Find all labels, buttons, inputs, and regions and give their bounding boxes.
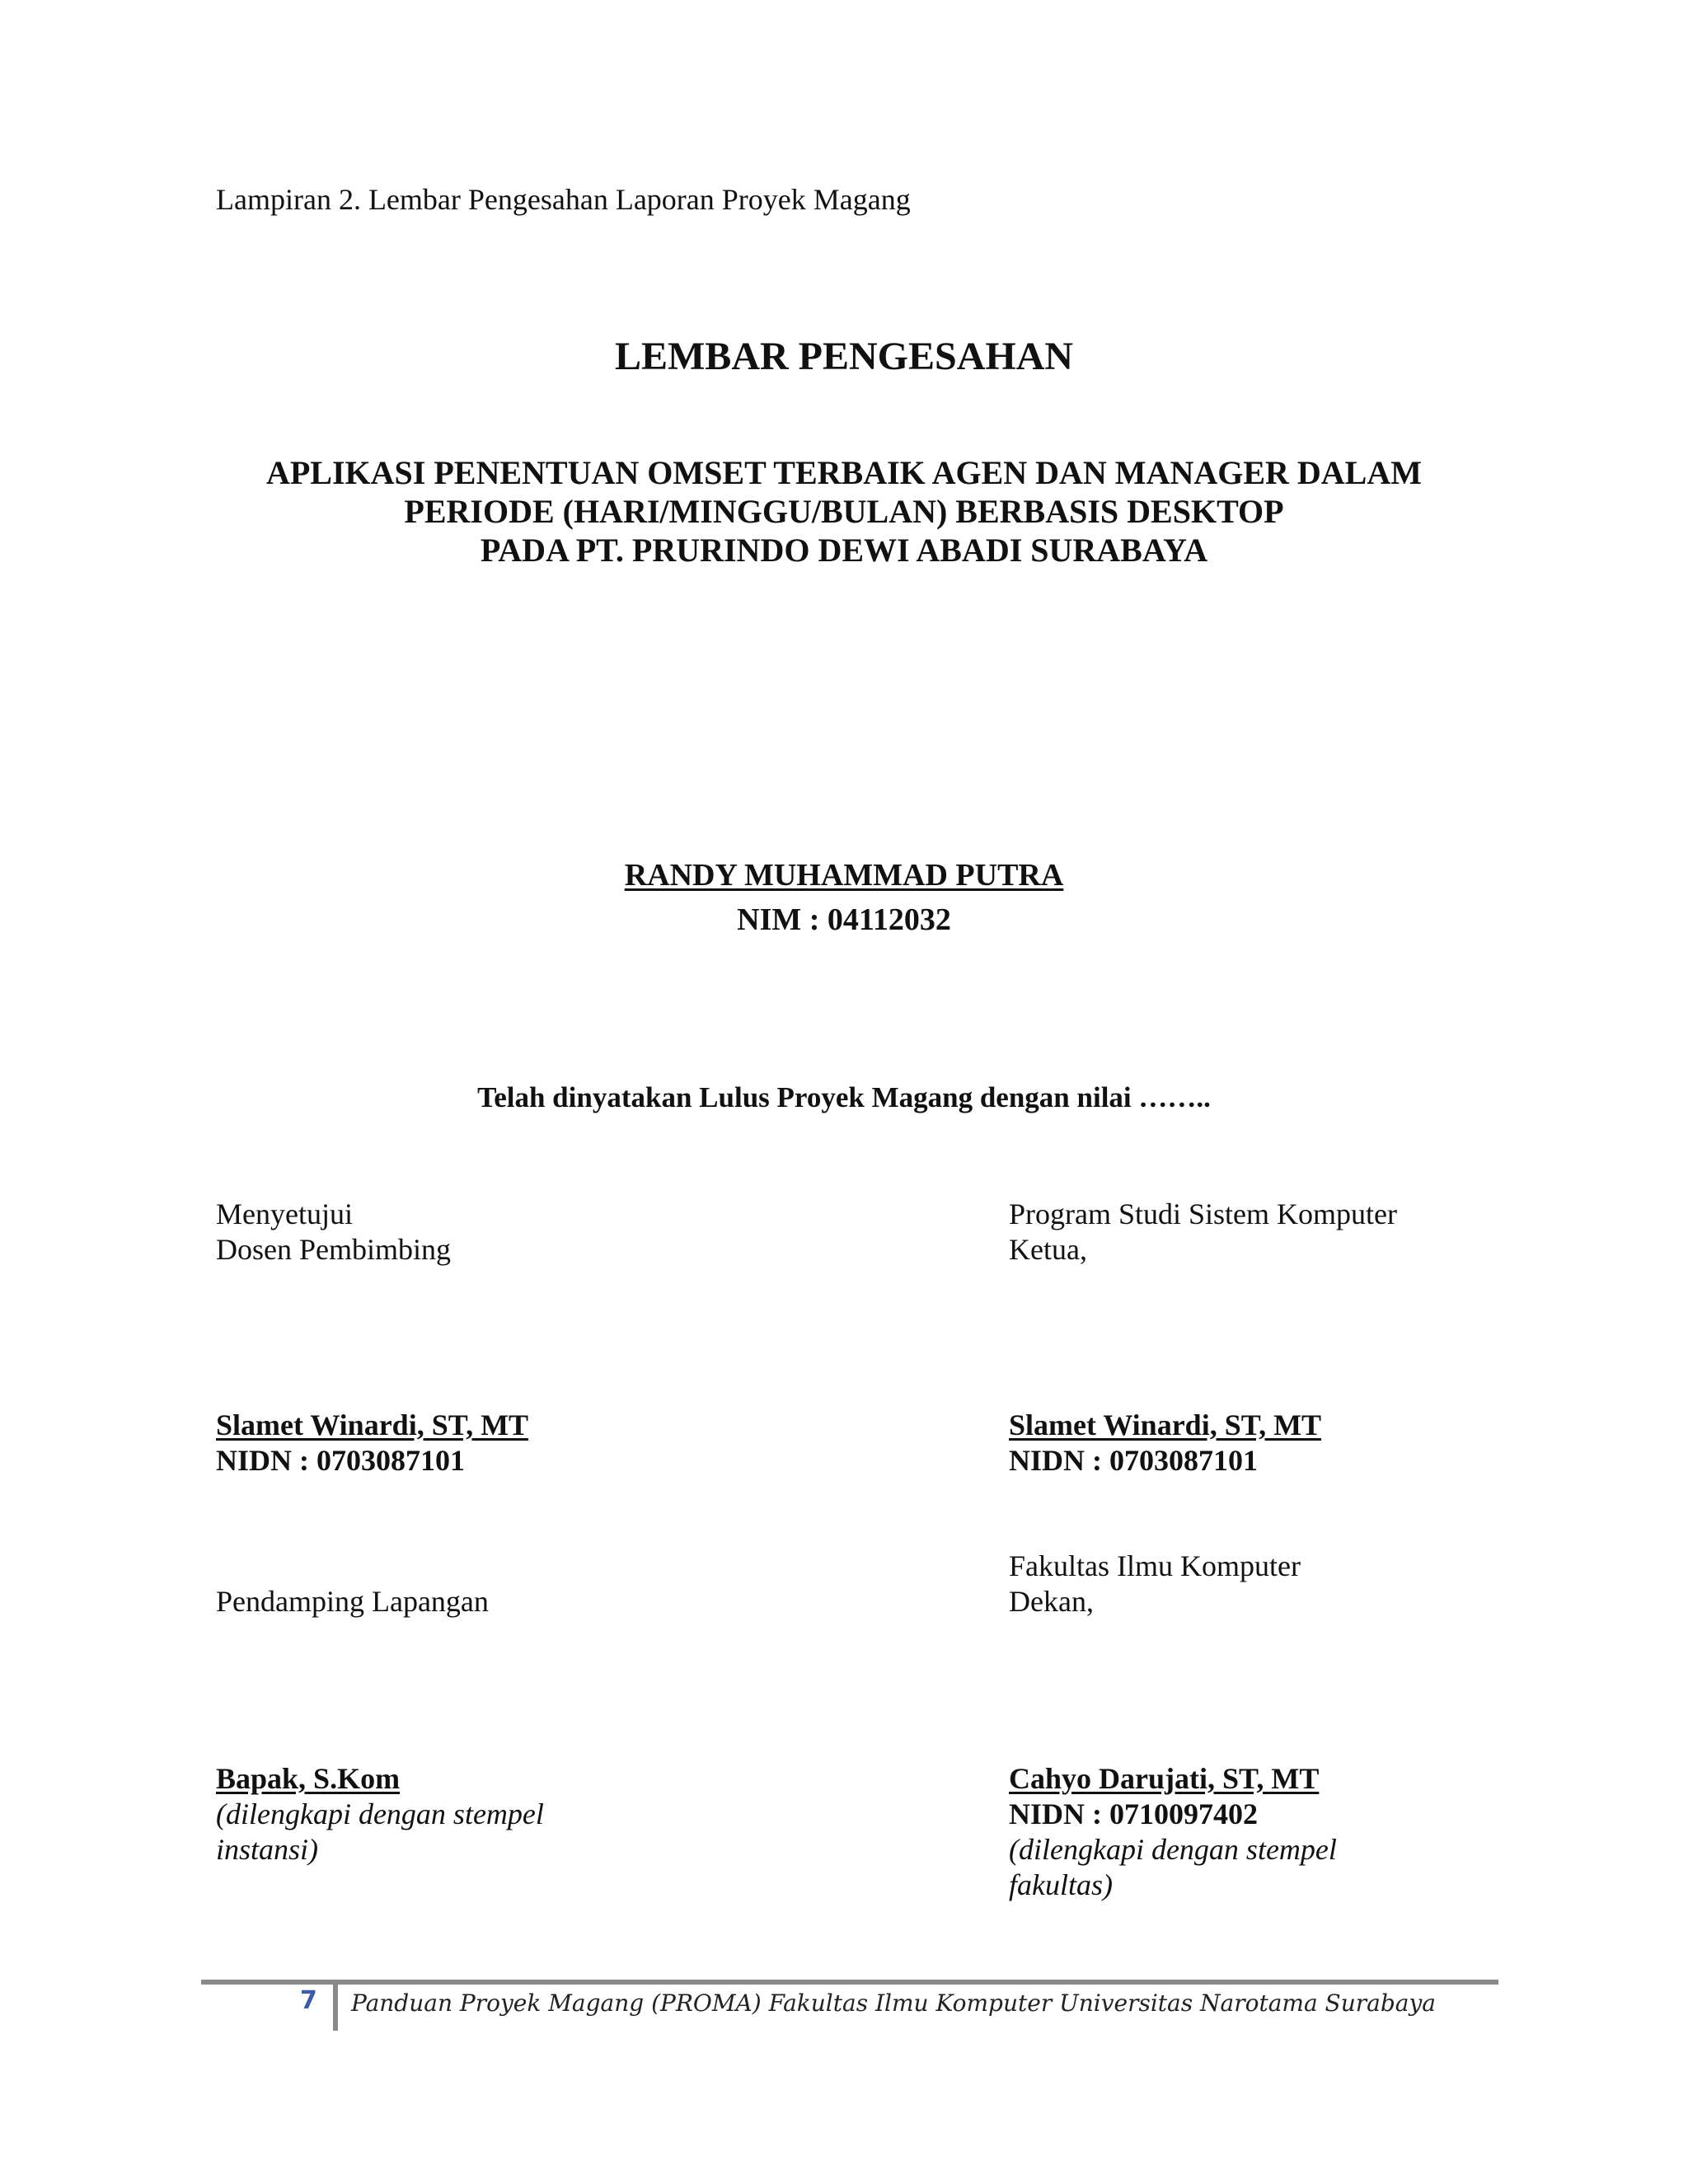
attachment-label: Lampiran 2. Lembar Pengesahan Laporan Proyek Magang	[216, 183, 911, 216]
field-supervisor-stamp-note-2: instansi)	[216, 1833, 319, 1866]
project-title-line-3: PADA PT. PRURINDO DEWI ABADI SURABAYA	[480, 532, 1208, 569]
page-number: 7	[300, 1986, 317, 2015]
field-supervisor-name: Bapak, S.Kom	[216, 1762, 401, 1795]
student-nim: NIM : 04112032	[737, 902, 951, 937]
faculty-name-label: Fakultas Ilmu Komputer	[1009, 1549, 1301, 1582]
advisor-role-label: Dosen Pembimbing	[216, 1233, 451, 1266]
pass-statement: Telah dinyatakan Lulus Proyek Magang dengan nilai ……..	[477, 1081, 1211, 1113]
project-title-line-1: APLIKASI PENENTUAN OMSET TERBAIK AGEN DAN MANAGER DALAM	[265, 454, 1422, 491]
project-title-line-2: PERIODE (HARI/MINGGU/BULAN) BERBASIS DESKTOP	[404, 493, 1284, 530]
project-title	[0, 453, 1688, 569]
dean-stamp-note-2: fakultas)	[1009, 1868, 1113, 1901]
program-name-label: Program Studi Sistem Komputer	[1009, 1197, 1397, 1230]
dean-stamp-note-1: (dilengkapi dengan stempel	[1009, 1833, 1337, 1866]
footer-divider	[201, 1980, 1498, 1985]
field-supervisor-role-label: Pendamping Lapangan	[216, 1585, 489, 1618]
advisor-approval-label: Menyetujui	[216, 1197, 353, 1230]
student-name: RANDY MUHAMMAD PUTRA	[624, 858, 1064, 893]
program-head-role-label: Ketua,	[1009, 1233, 1087, 1266]
dean-name: Cahyo Darujati, ST, MT	[1009, 1762, 1320, 1795]
footer-text: Panduan Proyek Magang (PROMA) Fakultas Ilmu Komputer Universitas Narotama Surabaya	[351, 1990, 1436, 2017]
dean-role-label: Dekan,	[1009, 1585, 1094, 1618]
advisor-name: Slamet Winardi, ST, MT	[216, 1408, 529, 1441]
page-title: LEMBAR PENGESAHAN	[614, 335, 1074, 378]
footer-separator	[333, 1985, 338, 2031]
field-supervisor-stamp-note-1: (dilengkapi dengan stempel	[216, 1797, 544, 1830]
dean-nidn: NIDN : 0710097402	[1009, 1797, 1258, 1830]
advisor-nidn: NIDN : 0703087101	[216, 1444, 465, 1477]
program-head-nidn: NIDN : 0703087101	[1009, 1444, 1258, 1477]
program-head-name: Slamet Winardi, ST, MT	[1009, 1408, 1322, 1441]
